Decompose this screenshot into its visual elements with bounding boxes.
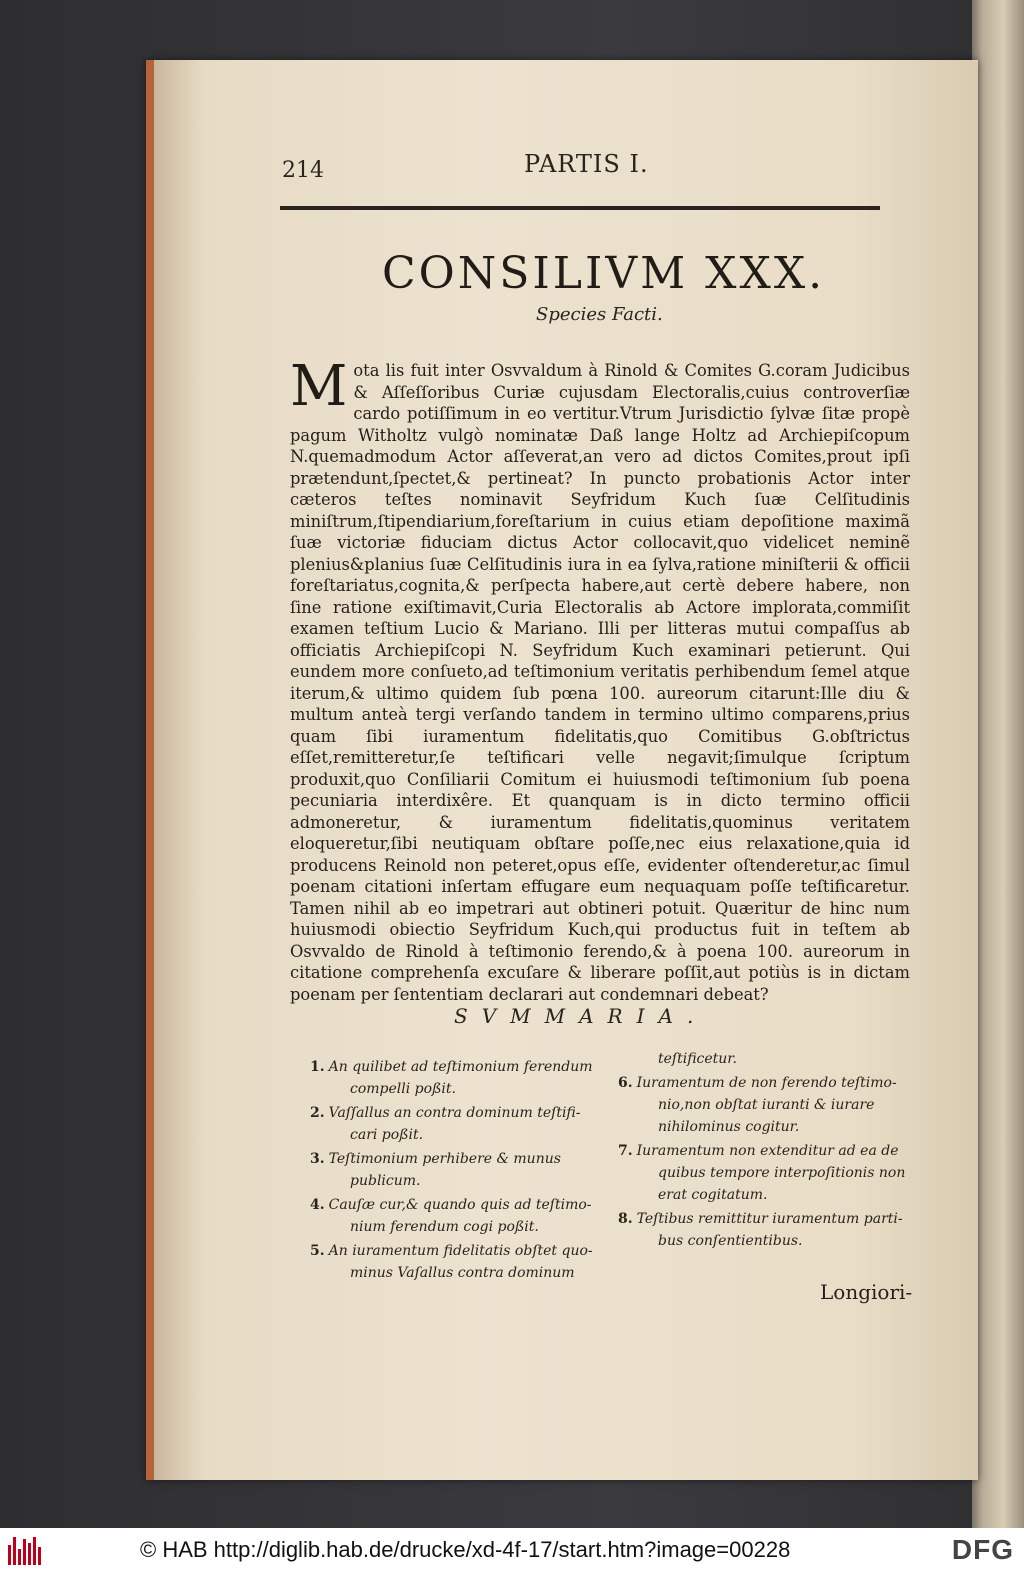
summary-continuation: nio,non obſtat iuranti & iurare nihilominus cogitur. — [658, 1097, 875, 1135]
summary-text: Iuramentum de non ferendo teſtimo- — [636, 1075, 897, 1091]
body-text — [290, 354, 910, 1005]
drop-cap: M — [290, 354, 348, 419]
body-paragraph: ota lis fuit inter Osvvaldum à Rinold & Comites G.coram Judicibus & Aſſeſſoribus Curiæ cujusdam Electoralis,cuius controverſiæ cardo potiſſimum in eo vertitur.Vtrum Jurisdictio ſylvæ ſitæ propè pagum Witholtz vulgò nominatæ Daß lange Holtz ad Archiepiſcopum N.quemadmodum Actor aſſeverat,an vero ad dictos Comites,prout ipſi prætendunt,ſpectet,& pertineat? In puncto probationis Actor inter cæteros teſtes nominavit Seyfridum Kuch ſuæ Celſitudinis miniſtrum,ſtipendiarium,foreſtarium in cuius etiam depoſitione maximã ſuæ victoriæ fiduciam dictus Actor collocavit,quo videlicet neminẽ plenius&planius ſuæ Celſitudinis iura in ea ſylva,ratione miniſterii & officii foreſtariatus,cognita,& perſpecta habere,aut certè debere habere, non ſine ratione exiſtimavit,Curia Electoralis ab Actore implorata,commiſit examen teſtium Lucio & Mariano. Illi per litteras mutui compaſſus ab officiatis Archiepiſcopi N. Seyfridum Kuch examinari petierunt. Qui eundem more conſueto,ad teſtimonium veritatis perhibendum ſemel atque iterum,& ultimo quidem ſub pœna 100. aureorum citarunt:Ille diu & multum anteà tergi verſando tandem in termino ultimo comparens,prius quam ſibi iuramentum fidelitatis,quo Comitibus G.obſtrictus eſſet,remitteretur,ſe teſtificari velle negavit;ſimulque ſcriptum produxit,quo Conſiliarii Comitum ei huiusmodi teſtimonium ſub poena pecuniaria interdixêre. Et quanquam is in dicto termino officii admoneretur, & iuramentum fidelitatis,quominus veritatem eloqueretur,ſibi neutiquam obſtare poſſe,nec eius relaxatione,quia id producens Reinold non peteret,opus eſſe, evidenter oſtenderetur,ac ſimul poenam citationi inſertam effugare eum nequaquam poſſe teſtificaretur. Tamen nihil ab eo impetrari aut obtineri potuit. Quæritur de hinc num huiusmodi obiectio Seyfridum Kuch,qui productus fuit in teſtem ab Osvvaldo de Rinold à teſtimonio ferendo,& à poena 100. aureorum in citatione comprehenſa excuſare & liberare poſſit,aut potiùs is in dictam poenam per ſententiam declarari aut condemnari debeat? — [290, 361, 910, 1004]
running-head: PARTIS I. — [524, 150, 649, 178]
summary-item — [618, 1048, 928, 1070]
page-title: CONSILIVM XXX. — [382, 248, 826, 299]
summary-continuation: teſtificetur. — [658, 1051, 737, 1067]
summary-item — [618, 1140, 928, 1206]
viewer-footer — [0, 1528, 1024, 1572]
summary-continuation: compelli poßit. — [350, 1081, 456, 1097]
page-subtitle: Species Facti. — [536, 304, 663, 325]
summaria-right-column — [618, 1048, 928, 1254]
summary-item — [310, 1148, 610, 1192]
summary-continuation: quibus tempore interpoſitionis non erat cogitatum. — [658, 1165, 906, 1203]
summary-item — [618, 1208, 928, 1252]
summaria-left-column — [310, 1056, 610, 1286]
summary-number: 2. — [310, 1105, 325, 1121]
facing-page-edge — [972, 0, 1024, 1528]
summary-number: 8. — [618, 1211, 633, 1227]
copyright-link[interactable]: © HAB http://diglib.hab.de/drucke/xd-4f-17/start.htm?image=00228 — [140, 1537, 791, 1562]
summary-continuation: bus conſentientibus. — [658, 1233, 803, 1249]
summary-continuation: nium ferendum cogi poßit. — [350, 1219, 539, 1235]
summary-item — [310, 1240, 610, 1284]
catchword: Longiori- — [820, 1280, 913, 1304]
summaria-heading: SVMMARIA. — [454, 1004, 708, 1028]
summary-text: Teſtimonium perhibere & munus — [328, 1151, 561, 1167]
summary-continuation: publicum. — [350, 1173, 421, 1189]
summary-item — [618, 1072, 928, 1138]
summary-text: An quilibet ad teſtimonium ferendum — [328, 1059, 593, 1075]
summary-continuation: minus Vaſallus contra dominum — [350, 1265, 575, 1281]
summary-number: 5. — [310, 1243, 325, 1259]
book-page — [146, 60, 978, 1480]
summary-item — [310, 1102, 610, 1146]
summary-number: 6. — [618, 1075, 633, 1091]
hab-logo-icon — [8, 1535, 48, 1565]
summary-text: Vaſſallus an contra dominum teſtifi- — [328, 1105, 581, 1121]
summary-text: An iuramentum fidelitatis obſtet quo- — [328, 1243, 593, 1259]
summary-number: 3. — [310, 1151, 325, 1167]
summary-continuation: cari poßit. — [350, 1127, 424, 1143]
summary-text: Teſtibus remittitur iuramentum parti- — [636, 1211, 903, 1227]
header-rule — [280, 206, 880, 210]
summary-text: Cauſæ cur,& quando quis ad teſtimo- — [328, 1197, 592, 1213]
summary-number: 1. — [310, 1059, 325, 1075]
summary-text: Iuramentum non extenditur ad ea de — [636, 1143, 899, 1159]
summary-number: 4. — [310, 1197, 325, 1213]
summary-item — [310, 1056, 610, 1100]
summary-item — [310, 1194, 610, 1238]
summary-number: 7. — [618, 1143, 633, 1159]
dfg-logo: DFG — [951, 1534, 1014, 1565]
page-number: 214 — [282, 158, 324, 183]
